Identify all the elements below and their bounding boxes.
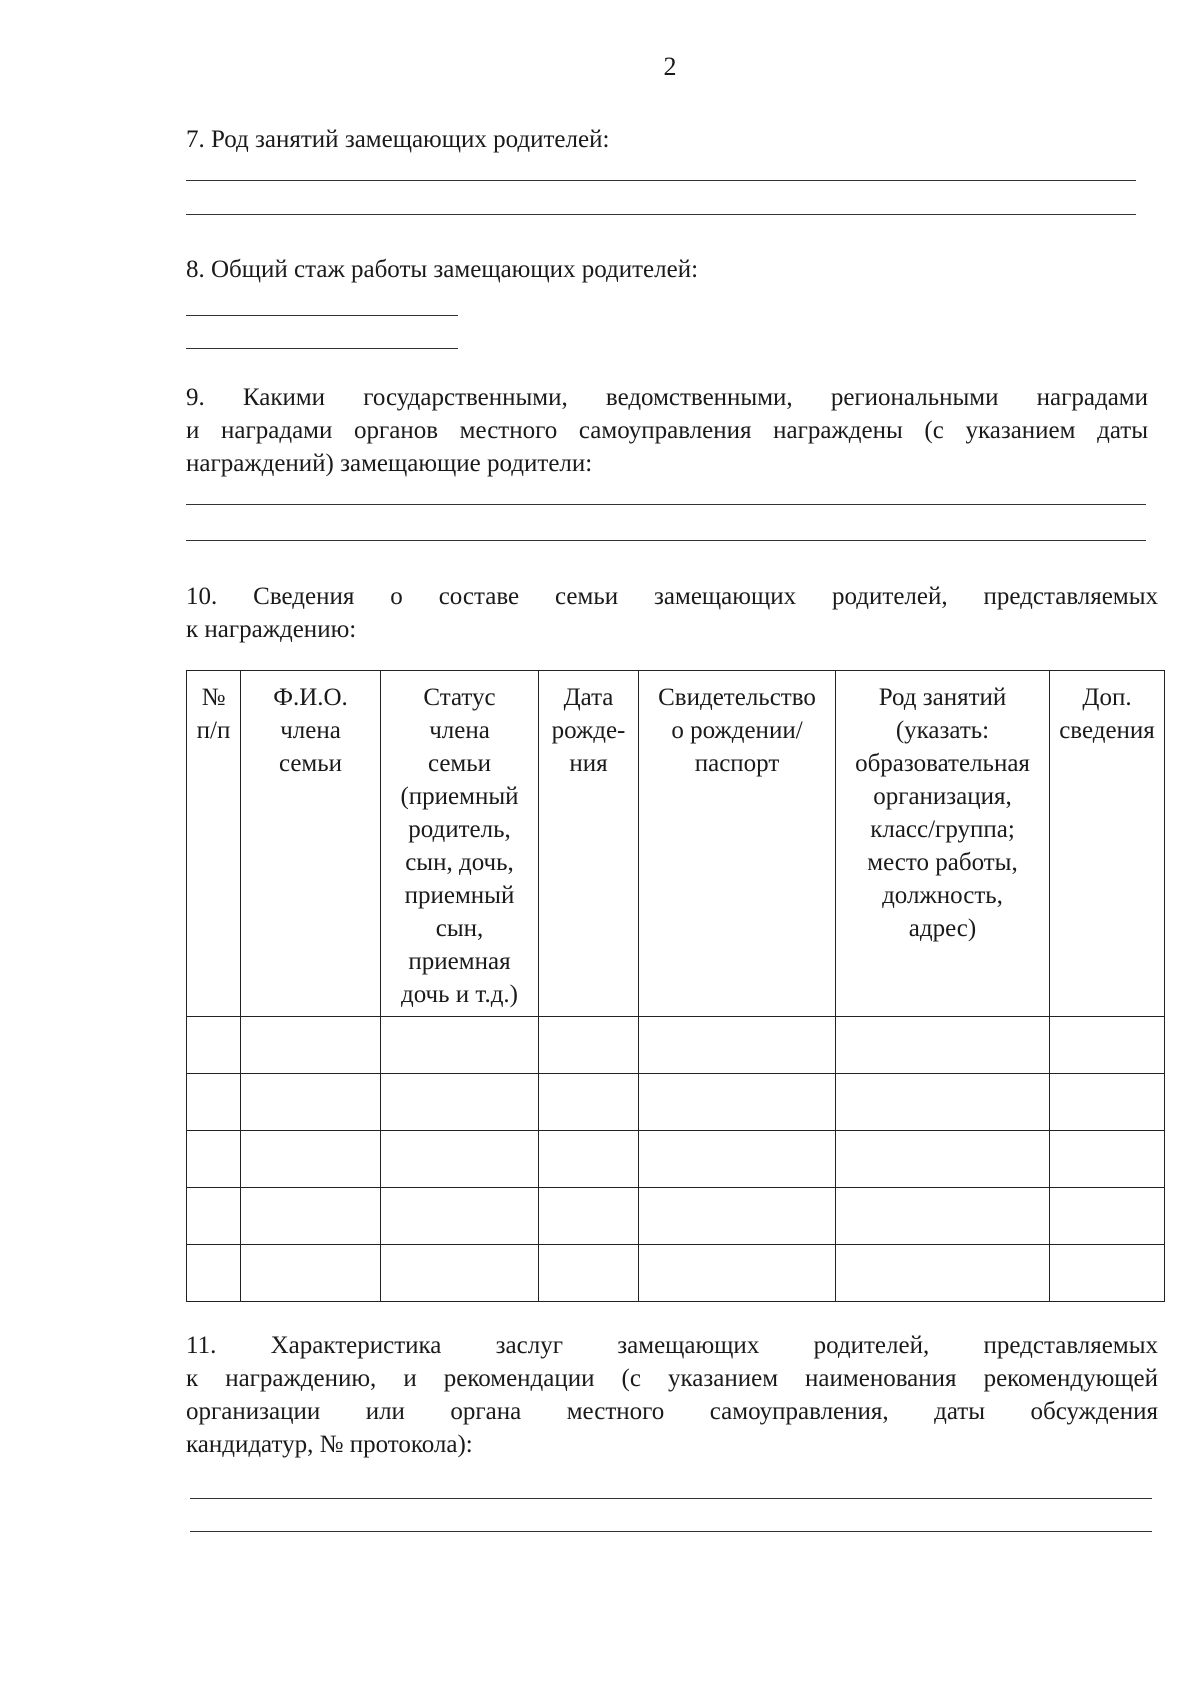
section-8-answer-line-2[interactable]	[186, 348, 458, 349]
table-cell[interactable]	[241, 1131, 381, 1188]
table-cell[interactable]	[187, 1017, 241, 1074]
section-11-line-3: организации или органа местного самоуправления, даты обсуждения	[186, 1398, 1158, 1425]
table-row	[187, 1017, 1165, 1074]
table-cell[interactable]	[836, 1074, 1050, 1131]
table-cell[interactable]	[639, 1074, 836, 1131]
section-7-title: 7. Род занятий замещающих родителей:	[186, 126, 610, 153]
col-header-full-name: Ф.И.О. члена семьи	[241, 671, 381, 1017]
section-9-text	[186, 381, 1148, 480]
section-7-answer-line-1[interactable]	[186, 180, 1136, 181]
table-cell[interactable]	[381, 1188, 539, 1245]
table-cell[interactable]	[1050, 1245, 1165, 1302]
section-10-text	[186, 580, 1158, 646]
table-header-row	[187, 671, 1165, 1017]
table-cell[interactable]	[381, 1074, 539, 1131]
section-9-answer-line-2[interactable]	[186, 540, 1146, 541]
table-cell[interactable]	[1050, 1017, 1165, 1074]
table-cell[interactable]	[639, 1131, 836, 1188]
table-cell[interactable]	[381, 1245, 539, 1302]
table-cell[interactable]	[241, 1074, 381, 1131]
col-header-certificate: Свидетельство о рождении/ паспорт	[639, 671, 836, 1017]
section-8-title: 8. Общий стаж работы замещающих родителей:	[186, 256, 699, 283]
col-header-additional-info: Доп. сведения	[1050, 671, 1165, 1017]
table-cell[interactable]	[241, 1188, 381, 1245]
section-9-line-2: и наградами органов местного самоуправления награждены (с указанием даты	[186, 417, 1148, 444]
section-11-line-2: к награждению, и рекомендации (с указанием наименования рекомендующей	[186, 1365, 1158, 1392]
col-header-number: № п/п	[187, 671, 241, 1017]
section-9-line-1: 9. Какими государственными, ведомственными, региональными наградами	[186, 384, 1148, 411]
table-cell[interactable]	[539, 1131, 639, 1188]
table-cell[interactable]	[381, 1131, 539, 1188]
table-cell[interactable]	[241, 1245, 381, 1302]
section-11-answer-line-2[interactable]	[190, 1531, 1152, 1532]
table-row	[187, 1188, 1165, 1245]
table-cell[interactable]	[539, 1074, 639, 1131]
table-cell[interactable]	[187, 1131, 241, 1188]
table-cell[interactable]	[639, 1245, 836, 1302]
table-cell[interactable]	[836, 1188, 1050, 1245]
section-9-line-3: награждений) замещающие родители:	[186, 450, 593, 477]
table-cell[interactable]	[1050, 1188, 1165, 1245]
table-cell[interactable]	[539, 1245, 639, 1302]
table-cell[interactable]	[836, 1131, 1050, 1188]
section-8-answer-line-1[interactable]	[186, 315, 458, 316]
table-cell[interactable]	[639, 1017, 836, 1074]
table-body	[187, 1017, 1165, 1302]
section-11-text	[186, 1329, 1158, 1461]
table-cell[interactable]	[639, 1188, 836, 1245]
section-11-answer-line-1[interactable]	[190, 1498, 1152, 1499]
table-cell[interactable]	[539, 1188, 639, 1245]
table-row	[187, 1131, 1165, 1188]
section-11-line-1: 11. Характеристика заслуг замещающих родителей, представляемых	[186, 1332, 1158, 1359]
section-11-line-4: кандидатур, № протокола):	[186, 1431, 473, 1458]
table-cell[interactable]	[241, 1017, 381, 1074]
table-cell[interactable]	[539, 1017, 639, 1074]
table-row	[187, 1074, 1165, 1131]
section-10-line-2: к награждению:	[186, 616, 357, 643]
table-row	[187, 1245, 1165, 1302]
table-cell[interactable]	[187, 1188, 241, 1245]
section-9-answer-line-1[interactable]	[186, 504, 1146, 505]
table-cell[interactable]	[836, 1017, 1050, 1074]
table-cell[interactable]	[187, 1074, 241, 1131]
table-cell[interactable]	[836, 1245, 1050, 1302]
col-header-occupation: Род занятий (указать: образовательная организация, класс/группа; место работы, должность, адрес)	[836, 671, 1050, 1017]
section-7-answer-line-2[interactable]	[186, 214, 1136, 215]
col-header-birth-date: Дата рожде- ния	[539, 671, 639, 1017]
page-number: 2	[663, 52, 677, 81]
family-composition-table	[186, 670, 1165, 1302]
table-cell[interactable]	[1050, 1131, 1165, 1188]
table-cell[interactable]	[187, 1245, 241, 1302]
table-cell[interactable]	[381, 1017, 539, 1074]
col-header-status: Статус члена семьи (приемный родитель, сын, дочь, приемный сын, приемная дочь и т.д.)	[381, 671, 539, 1017]
section-10-line-1: 10. Сведения о составе семьи замещающих родителей, представляемых	[186, 583, 1158, 610]
table-cell[interactable]	[1050, 1074, 1165, 1131]
